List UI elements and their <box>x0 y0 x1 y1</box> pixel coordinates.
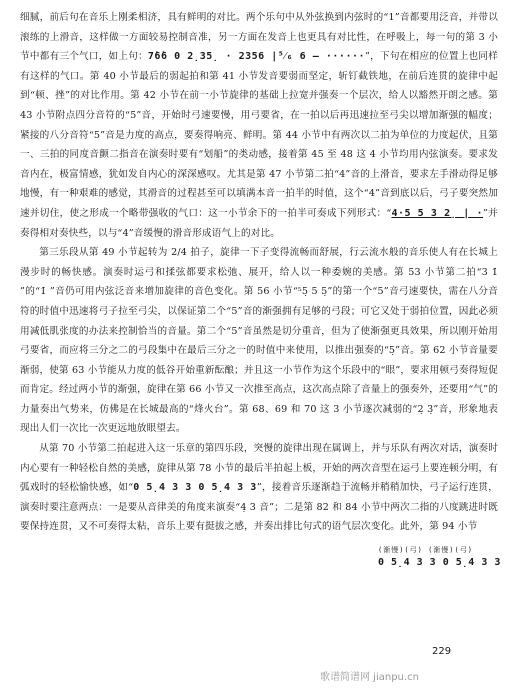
page-number: 229 <box>432 646 452 657</box>
paragraph-text: ”，下句在相应的位置上也同样有这样的气口。第 40 小节最后的弱起拍和第 41 小节发音要弱而坚定，斩钉截铁地，在前后连贯的旋律中起到“顿、挫”的对比作用。第 42 小节在前一小节旋律的基础上拉宽并强奏一个层次，给人以豁然开朗之感。第 43 小节附点四分音符的“5”音，开始时弓速要慢，用弓要省，在一拍以后再迅速拉至弓尖以增加渐强的幅度；紧接的八分音符“5”音是力度的高点，要奏得响亮、鲜明。第 44 小节中有两次以二拍为单位的力度起伏，且第一、三拍的同度音颤二指音在演奏时要有“划船”的类动感，接着第 45 至 48 这 4 小节均用内弦演奏。要求发音内在，极富情感，犹如发自内心的深深感叹。尤其是第 47 小节第二拍“4”音的上滑音，要求左手滑动得足够地慢，有一种艰难的感觉，其滑音的过程甚至可以填满本音一拍半的时值，这个“4”音到底以后，弓子要突然加速并切住，使之形成一个略带强收的气口：这一小节余下的一拍半可奏成下列形式：“ <box>20 51 498 219</box>
inline-notation: 4·5 5 3 2̣ | · <box>391 207 484 219</box>
paragraph <box>20 8 498 243</box>
paragraph-text: 从第 70 小节第二拍起进入这一乐章的第四乐段，突慢的旋律出现在属调上，并与乐队有两次对话，演奏时内心要有一种轻松自然的美感，旋律从第 78 小节的最后半拍起上板，开始的两次音型在运弓上要连顿分明，有弧戏时的轻松愉快感，如“ <box>20 443 498 494</box>
inline-notation: 0 5̣4 3 3 0 5̣4 3 3 <box>133 482 257 494</box>
paragraph-text: 细腻，前后句在音乐上刚柔相济，具有鲜明的对比。两个乐句中从外弦换到内弦时的“1”音都要用泛音，并带以滚练的上滑音，这样做一方面较易控制音准，另一方面在发音上也更具有对比性，在呼吸上，每一句的第 3 小节中都有三个气口，如上句： <box>20 12 498 63</box>
body-text <box>20 8 498 537</box>
notation-marks: (渐慢)(弓) (渐慢)(弓) <box>378 546 473 554</box>
paragraph <box>20 243 498 439</box>
paragraph-text: ”并奏得相对奏快些，以与“4”音缓慢的滑音形成语气上的对比。 <box>20 207 498 239</box>
watermark: 歌谱简谱网 jianpu.cn <box>320 672 419 683</box>
paragraph-text: 第三乐段从第 49 小节起转为 2/4 拍子，旋律一下子变得流畅而舒展，行云流水般的音乐使人有在长城上漫步时的畅快感。演奏时运弓和揉弦都要求松弛、展开，给人以一种委婉的美感。第 53 小节第二拍“3 1̇ ”的“1̇ ”音仍可用内弦泛音来增加旋律的音色变化。第 56 小节“⁵5̣ 5 5̣”的第一个“5”音弓速要快，需在八分音符的时值中迅速将弓子拉至弓尖，以保证第二个“5”音的渐强拥有足够的弓段；可它又处于弱拍位置，因此必须用减低肌张度的办法来控制恰当的音量。第二个“5”音虽然是切分重音，但为了使渐强更具效果，所以刚开始用弓要省，而应将三分之二的弓段集中在最后三分之一的时值中来使用，以推出强奏的“5̣”音。第 62 小节音量要渐弱，使第 63 小节能从力度的低谷开始重新酝酿；并且这一小节作为这个乐段中的“眼”，要求用顿弓奏得短促而肯定。经过两小节的渐强，旋律在第 66 小节又一次推至高点，这次高点除了音量上的强奏外，还要用“气”的力量奏出气势来，仿佛是在长城最高的“烽火台”。第 68、69 和 70 这 3 小节逐次减弱的“2̣ 3̣”音，形象地表现出人们一次比一次更远地放眼望去。 <box>20 247 498 435</box>
music-notation-example <box>378 545 501 573</box>
notation-notes: 0 5̣4 3 3 0 5̣4 3 3 <box>378 557 501 568</box>
inline-notation: 7̇6̇6 0 2̣35̣ · 2356 |⁵⁄₆ 6 — ······ <box>147 51 366 63</box>
paragraph-text: ”，接着音乐逐渐趋于流畅并稍稍加快，弓子运行连贯，演奏时要注意两点：一是要从音律美的角度来演奏“4̣ 3 音”；二是第 82 和 84 小节中两次二指的八度跳进时既要保持连贯，又不可奏得太粘，音乐上要有挺拔之感，并奏出排比句式的语气层次变化。此外，第 94 小节 <box>20 482 499 533</box>
paragraph <box>20 439 498 537</box>
